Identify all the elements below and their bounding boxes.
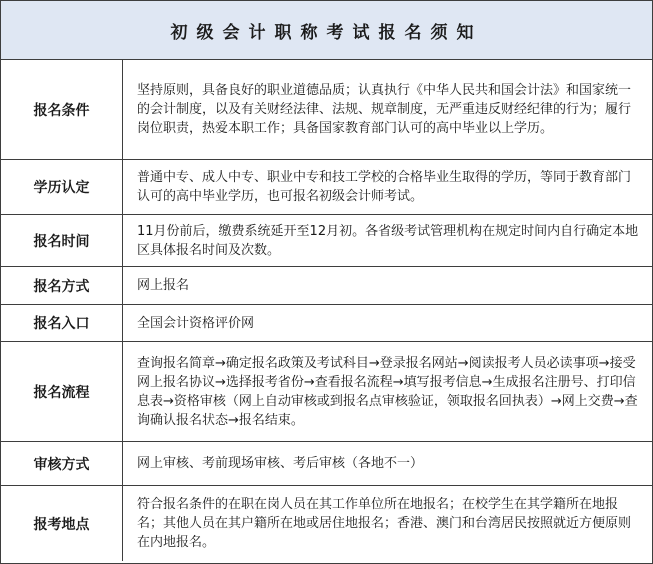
table-title: 初级会计职称考试报名须知	[170, 22, 483, 43]
row-label: 报考地点	[1, 486, 123, 561]
row-registration-time	[1, 215, 652, 267]
row-review-method	[1, 442, 652, 486]
row-value: 11月份前后，缴费系统延开至12月初。各省级考试管理机构在规定时间内自行确定本地区具体报名时间及次数。	[137, 223, 639, 258]
row-label: 报名时间	[1, 215, 123, 266]
row-registration-method	[1, 267, 652, 305]
row-label: 学历认定	[1, 160, 123, 214]
row-value: 符合报名条件的在职在岗人员在其工作单位所在地报名；在校学生在其学籍所在地报名；其他人员在其户籍所在地或居住地报名；香港、澳门和台湾居民按照就近方便原则在内地报名。	[137, 497, 632, 550]
row-label: 报名流程	[1, 342, 123, 441]
row-label: 审核方式	[1, 442, 123, 485]
row-value: 普通中专、成人中专、职业中专和技工学校的合格毕业生取得的学历，等同于教育部门认可的高中毕业学历，也可报名初级会计师考试。	[137, 170, 632, 204]
row-label: 报名方式	[1, 267, 123, 304]
row-exam-location	[1, 486, 652, 561]
row-registration-conditions	[1, 60, 652, 160]
table-title-bar	[1, 1, 652, 60]
row-education-recognition	[1, 160, 652, 215]
row-value: 网上审核、考前现场审核、考后审核（各地不一）	[137, 456, 424, 471]
row-value: 全国会计资格评价网	[137, 315, 255, 331]
row-value: 坚持原则，具备良好的职业道德品质；认真执行《中华人民共和国会计法》和国家统一的会计制度，以及有关财经法律、法规、规章制度，无严重违反财经纪律的行为；履行岗位职责，热爱本职工作；具备国家教育部门认可的高中毕业以上学历。	[137, 83, 632, 136]
row-value: 查询报名简章→确定报名政策及考试科目→登录报名网站→阅读报考人员必读事项→接受网上报名协议→选择报考省份→查看报名流程→填写报考信息→生成报名注册号、打印信息表→资格审核（网上自动审核或到报名点审核验证，领取报名回执表）→网上交费→查询确认报名状态→报名结束。	[137, 355, 638, 428]
row-value: 网上报名	[137, 278, 190, 293]
row-label: 报名条件	[1, 60, 123, 159]
row-registration-portal	[1, 305, 652, 342]
row-registration-process	[1, 342, 652, 442]
row-label: 报名入口	[1, 305, 123, 341]
